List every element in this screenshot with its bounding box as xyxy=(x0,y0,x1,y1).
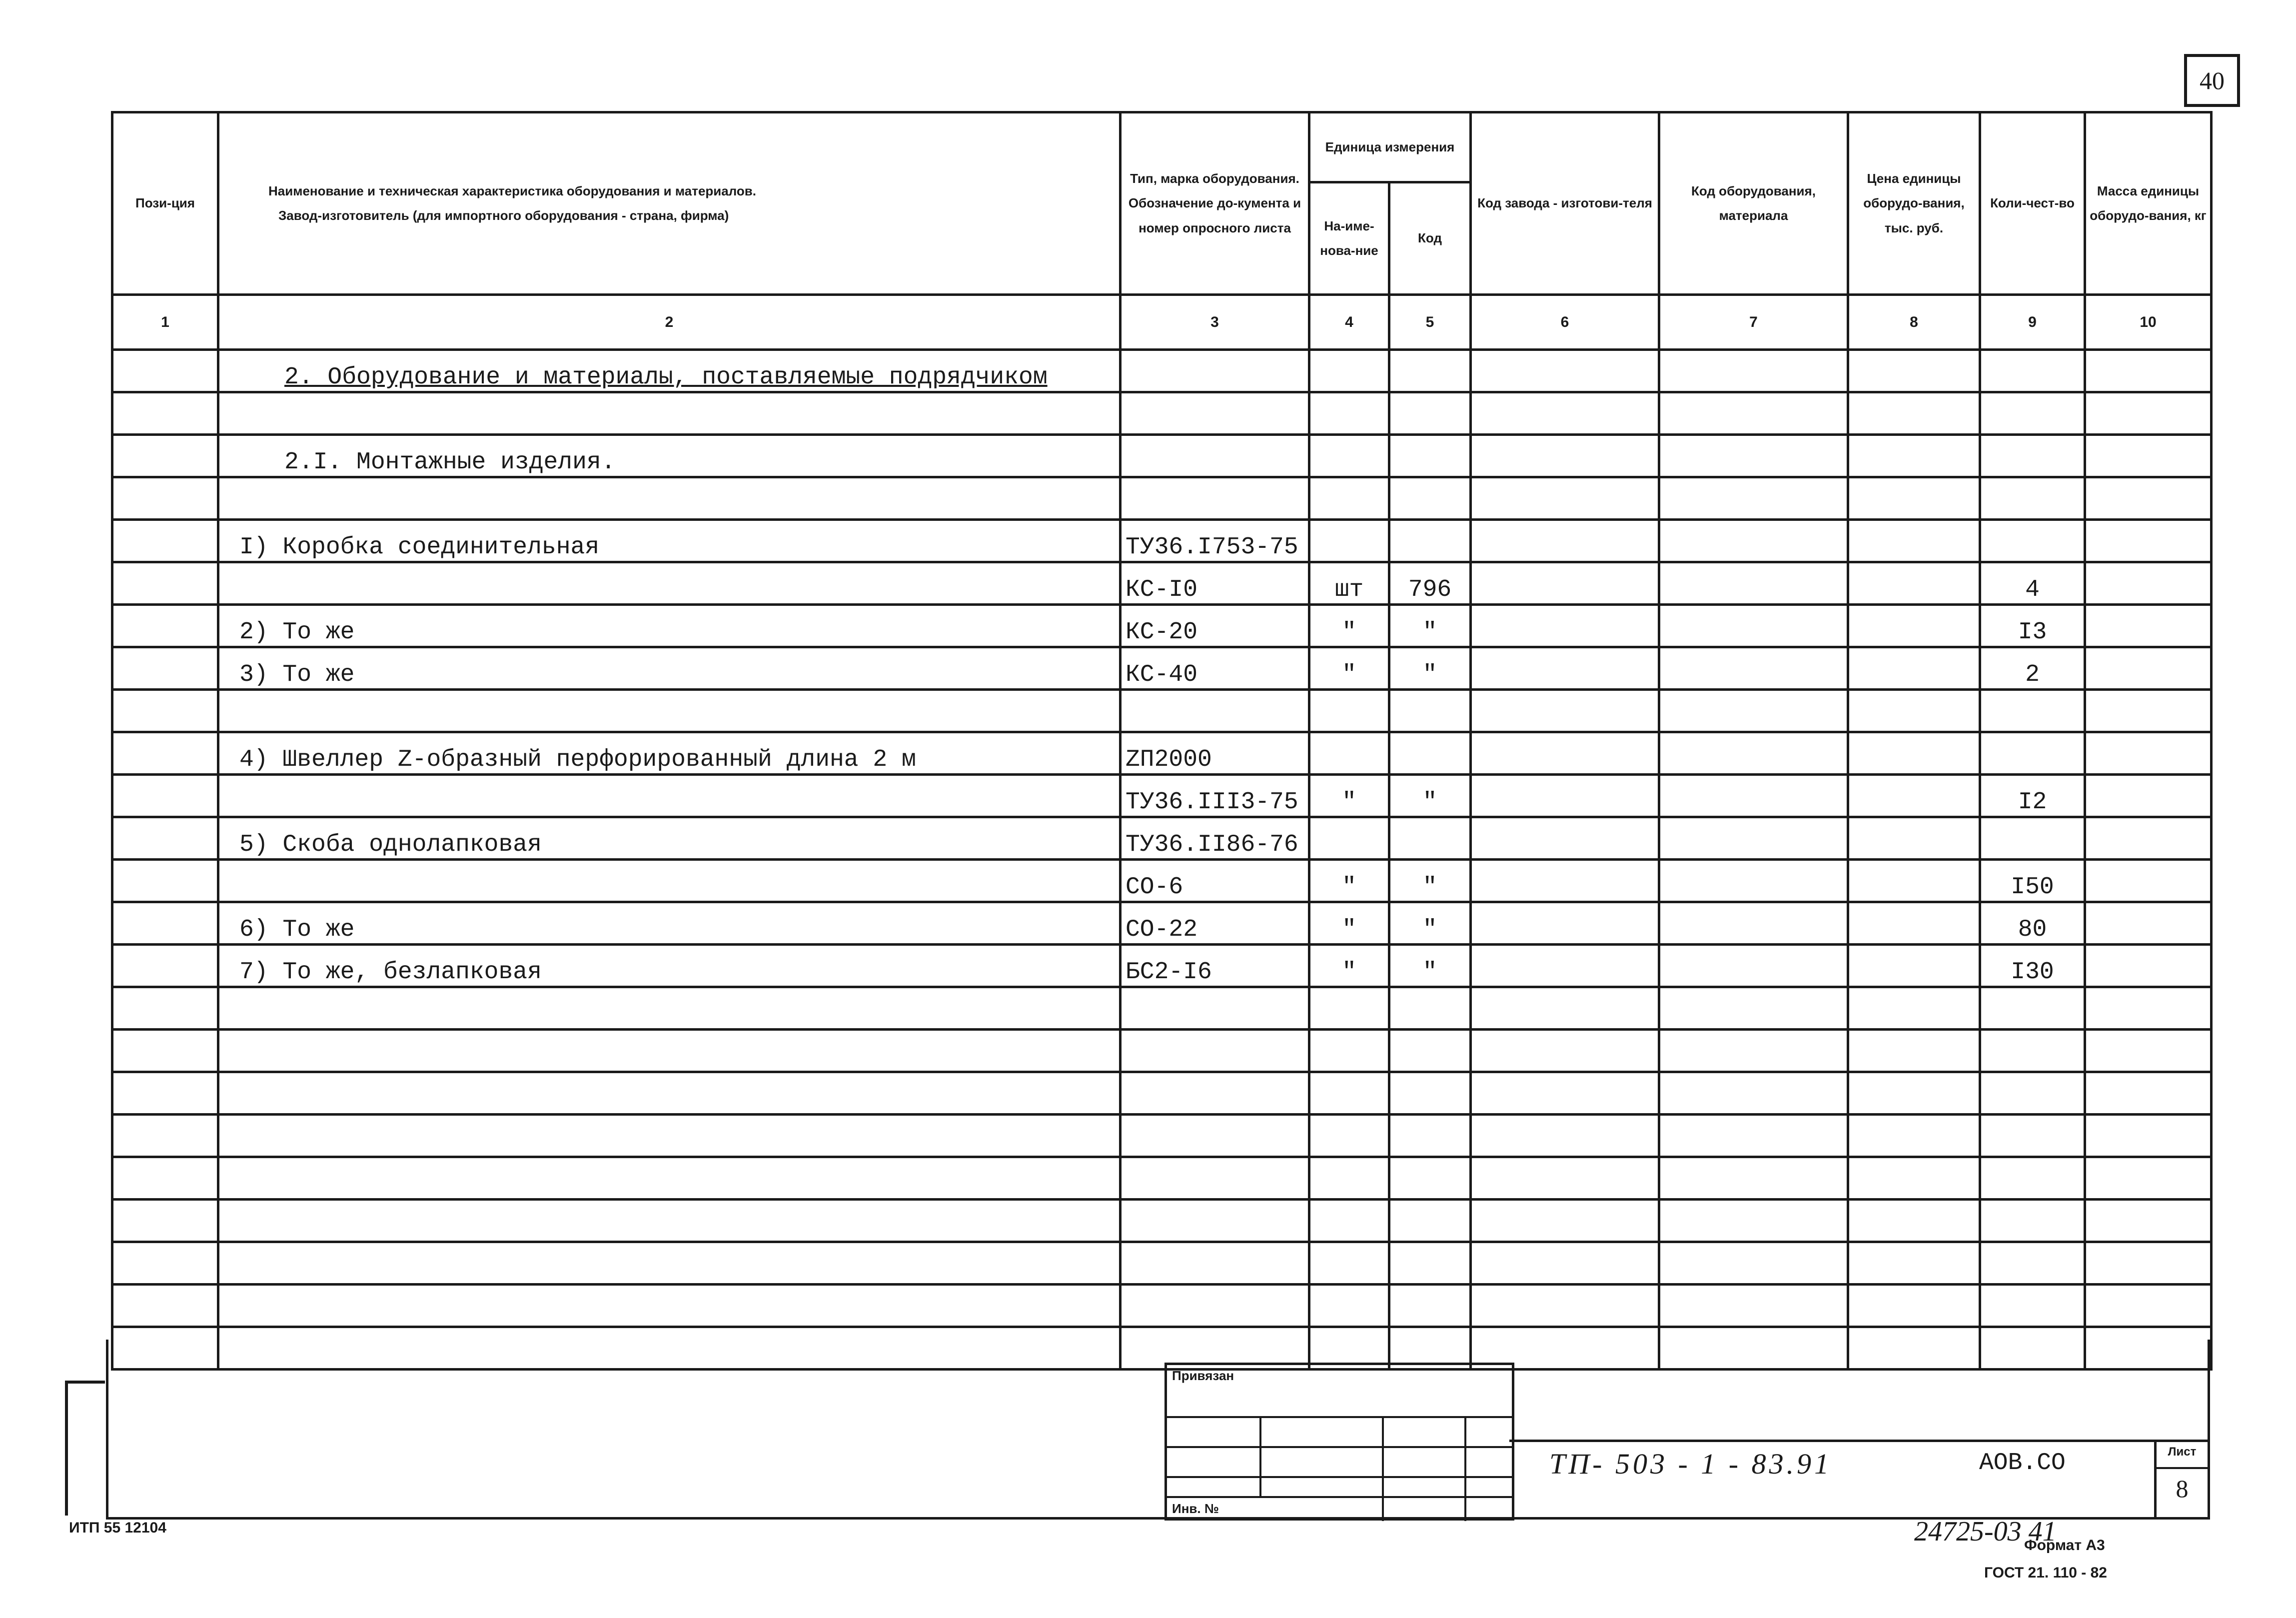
cell-quantity: I3 xyxy=(1980,605,2085,647)
cell-position xyxy=(112,732,218,775)
cell-type xyxy=(1121,350,1309,392)
table-row xyxy=(112,817,2212,860)
cell-type xyxy=(1121,1285,1309,1327)
cell-name xyxy=(218,1242,1121,1285)
format-label: Формат А3 xyxy=(2024,1537,2105,1554)
cell-price xyxy=(1848,477,1980,520)
cell-code xyxy=(1389,435,1471,477)
cell-unit xyxy=(1309,690,1389,732)
header-factory-code: Код завода - изготови-теля xyxy=(1471,112,1659,295)
cell-quantity xyxy=(1980,350,2085,392)
table-row xyxy=(112,860,2212,902)
cell-factory-code xyxy=(1471,732,1659,775)
cell-name xyxy=(218,1200,1121,1242)
cell-code xyxy=(1389,987,1471,1030)
cell-unit xyxy=(1309,520,1389,562)
table-row xyxy=(112,350,2212,392)
cell-position xyxy=(112,817,218,860)
cell-name: 6) То же xyxy=(218,902,1121,945)
cell-quantity xyxy=(1980,690,2085,732)
cell-price xyxy=(1848,520,1980,562)
cell-equipment-code xyxy=(1659,1242,1848,1285)
cell-price xyxy=(1848,435,1980,477)
cell-position xyxy=(112,350,218,392)
sheet-box xyxy=(2154,1440,2210,1520)
cell-equipment-code xyxy=(1659,350,1848,392)
cell-type: КС-40 xyxy=(1121,647,1309,690)
table-row xyxy=(112,690,2212,732)
cell-position xyxy=(112,987,218,1030)
cell-price xyxy=(1848,690,1980,732)
cell-code xyxy=(1389,1285,1471,1327)
bound-label: Привязан xyxy=(1172,1368,1234,1383)
cell-equipment-code xyxy=(1659,945,1848,987)
cell-position xyxy=(112,520,218,562)
cell-name xyxy=(218,477,1121,520)
table-row xyxy=(112,520,2212,562)
title-divider xyxy=(1509,1440,2154,1442)
cell-equipment-code xyxy=(1659,1285,1848,1327)
cell-unit xyxy=(1309,1285,1389,1327)
cell-factory-code xyxy=(1471,1030,1659,1072)
header-name-line1: Наименование и техническая характеристика оборудования и материалов. xyxy=(268,183,757,198)
cell-quantity xyxy=(1980,987,2085,1030)
cell-factory-code xyxy=(1471,945,1659,987)
cell-code xyxy=(1389,1115,1471,1157)
column-number: 9 xyxy=(1980,295,2085,350)
cell-code xyxy=(1389,1030,1471,1072)
cell-quantity xyxy=(1980,1115,2085,1157)
table-row xyxy=(112,1030,2212,1072)
cell-unit: " xyxy=(1309,647,1389,690)
table-row xyxy=(112,392,2212,435)
header-type: Тип, марка оборудования. Обозначение до-кумента и номер опросного листа xyxy=(1121,112,1309,295)
table-row xyxy=(112,987,2212,1030)
cell-quantity xyxy=(1980,1157,2085,1200)
cell-name: 5) Скоба однолапковая xyxy=(218,817,1121,860)
cell-price xyxy=(1848,605,1980,647)
cell-equipment-code xyxy=(1659,605,1848,647)
cell-price xyxy=(1848,350,1980,392)
cell-code xyxy=(1389,392,1471,435)
specification-table xyxy=(111,111,2213,1371)
cell-type xyxy=(1121,690,1309,732)
cell-equipment-code xyxy=(1659,435,1848,477)
cell-mass xyxy=(2085,1072,2212,1115)
cell-mass xyxy=(2085,1157,2212,1200)
cell-type xyxy=(1121,435,1309,477)
cell-name xyxy=(218,987,1121,1030)
cell-mass xyxy=(2085,817,2212,860)
table-row xyxy=(112,1115,2212,1157)
column-number: 4 xyxy=(1309,295,1389,350)
cell-factory-code xyxy=(1471,860,1659,902)
cell-unit xyxy=(1309,435,1389,477)
column-number: 2 xyxy=(218,295,1121,350)
cell-price xyxy=(1848,1157,1980,1200)
cell-type xyxy=(1121,1072,1309,1115)
cell-type: СО-22 xyxy=(1121,902,1309,945)
table-row xyxy=(112,477,2212,520)
cell-factory-code xyxy=(1471,435,1659,477)
cell-position xyxy=(112,860,218,902)
cell-equipment-code xyxy=(1659,392,1848,435)
cell-type: КС-I0 xyxy=(1121,562,1309,605)
cell-type: ТУ36.I753-75 xyxy=(1121,520,1309,562)
cell-price xyxy=(1848,1242,1980,1285)
cell-equipment-code xyxy=(1659,732,1848,775)
header-unit-code: Код xyxy=(1389,182,1471,295)
cell-factory-code xyxy=(1471,1242,1659,1285)
cell-position xyxy=(112,1285,218,1327)
cell-name xyxy=(218,775,1121,817)
table-row xyxy=(112,435,2212,477)
cell-type: ТУ36.III3-75 xyxy=(1121,775,1309,817)
cell-type: БС2-I6 xyxy=(1121,945,1309,987)
title-block xyxy=(106,1340,2210,1520)
cell-mass xyxy=(2085,1242,2212,1285)
cell-code: 796 xyxy=(1389,562,1471,605)
cell-name xyxy=(218,1115,1121,1157)
cell-quantity: 80 xyxy=(1980,902,2085,945)
header-name xyxy=(218,112,1121,295)
cell-unit xyxy=(1309,1157,1389,1200)
itp-label: ИТП 55 12104 xyxy=(69,1520,166,1536)
cell-code: " xyxy=(1389,945,1471,987)
cell-equipment-code xyxy=(1659,1072,1848,1115)
cell-equipment-code xyxy=(1659,1115,1848,1157)
cell-unit xyxy=(1309,1242,1389,1285)
cell-price xyxy=(1848,392,1980,435)
cell-quantity: 4 xyxy=(1980,562,2085,605)
cell-equipment-code xyxy=(1659,775,1848,817)
cell-code: " xyxy=(1389,860,1471,902)
cell-factory-code xyxy=(1471,392,1659,435)
cell-position xyxy=(112,945,218,987)
cell-unit: " xyxy=(1309,945,1389,987)
cell-quantity xyxy=(1980,817,2085,860)
cell-unit: " xyxy=(1309,605,1389,647)
cell-factory-code xyxy=(1471,775,1659,817)
header-name-line2: Завод-изготовитель (для импортного оборудования - страна, фирма) xyxy=(278,208,729,223)
cell-position xyxy=(112,1115,218,1157)
header-unit-name: На-име-нова-ние xyxy=(1309,182,1389,295)
cell-quantity xyxy=(1980,1200,2085,1242)
cell-factory-code xyxy=(1471,987,1659,1030)
cell-unit xyxy=(1309,817,1389,860)
cell-mass xyxy=(2085,477,2212,520)
cell-quantity xyxy=(1980,1072,2085,1115)
cell-quantity xyxy=(1980,392,2085,435)
cell-code xyxy=(1389,732,1471,775)
cell-factory-code xyxy=(1471,1115,1659,1157)
cell-equipment-code xyxy=(1659,690,1848,732)
cell-equipment-code xyxy=(1659,1030,1848,1072)
cell-code: " xyxy=(1389,902,1471,945)
cell-position xyxy=(112,1157,218,1200)
table-row xyxy=(112,562,2212,605)
column-number: 3 xyxy=(1121,295,1309,350)
cell-name: 3) То же xyxy=(218,647,1121,690)
cell-name xyxy=(218,1285,1121,1327)
cell-position xyxy=(112,775,218,817)
column-number: 8 xyxy=(1848,295,1980,350)
header-mass: Масса единицы оборудо-вания, кг xyxy=(2085,112,2212,295)
sheet-label: Лист xyxy=(2168,1445,2197,1459)
cell-factory-code xyxy=(1471,477,1659,520)
cell-type: ZП2000 xyxy=(1121,732,1309,775)
cell-factory-code xyxy=(1471,350,1659,392)
cell-equipment-code xyxy=(1659,520,1848,562)
cell-quantity xyxy=(1980,477,2085,520)
cell-code xyxy=(1389,1242,1471,1285)
cell-factory-code xyxy=(1471,1157,1659,1200)
cell-code: " xyxy=(1389,647,1471,690)
cell-equipment-code xyxy=(1659,647,1848,690)
column-number: 7 xyxy=(1659,295,1848,350)
cell-name: 7) То же, безлапковая xyxy=(218,945,1121,987)
cell-mass xyxy=(2085,605,2212,647)
cell-unit: шт xyxy=(1309,562,1389,605)
cell-factory-code xyxy=(1471,1072,1659,1115)
table-row xyxy=(112,732,2212,775)
cell-code xyxy=(1389,817,1471,860)
column-number: 1 xyxy=(112,295,218,350)
cell-type: ТУ36.II86-76 xyxy=(1121,817,1309,860)
cell-factory-code xyxy=(1471,902,1659,945)
cell-unit: " xyxy=(1309,902,1389,945)
cell-price xyxy=(1848,902,1980,945)
cell-unit xyxy=(1309,392,1389,435)
cell-name xyxy=(218,1157,1121,1200)
cell-position xyxy=(112,1072,218,1115)
cell-unit xyxy=(1309,1072,1389,1115)
header-position: Пози-ция xyxy=(112,112,218,295)
cell-position xyxy=(112,562,218,605)
cell-factory-code xyxy=(1471,1285,1659,1327)
cell-quantity xyxy=(1980,435,2085,477)
cell-position xyxy=(112,1242,218,1285)
inv-label: Инв. № xyxy=(1172,1501,1219,1516)
cell-unit xyxy=(1309,1200,1389,1242)
cell-quantity xyxy=(1980,1285,2085,1327)
cell-quantity xyxy=(1980,520,2085,562)
cell-position xyxy=(112,1200,218,1242)
cell-name xyxy=(218,392,1121,435)
cell-factory-code xyxy=(1471,1200,1659,1242)
header-quantity: Коли-чест-во xyxy=(1980,112,2085,295)
table-row xyxy=(112,775,2212,817)
column-number: 6 xyxy=(1471,295,1659,350)
cell-price xyxy=(1848,1072,1980,1115)
cell-equipment-code xyxy=(1659,902,1848,945)
cell-equipment-code xyxy=(1659,477,1848,520)
cell-factory-code xyxy=(1471,690,1659,732)
cell-type xyxy=(1121,1242,1309,1285)
cell-code: " xyxy=(1389,775,1471,817)
cell-factory-code xyxy=(1471,520,1659,562)
cell-mass xyxy=(2085,775,2212,817)
cell-code xyxy=(1389,350,1471,392)
cell-mass xyxy=(2085,392,2212,435)
cell-factory-code xyxy=(1471,647,1659,690)
cell-mass xyxy=(2085,1030,2212,1072)
cell-name xyxy=(218,562,1121,605)
cell-quantity xyxy=(1980,1030,2085,1072)
cell-position xyxy=(112,690,218,732)
cell-name xyxy=(218,1030,1121,1072)
cell-name: 2. Оборудование и материалы, поставляемые подрядчиком xyxy=(218,350,1121,392)
cell-price xyxy=(1848,647,1980,690)
cell-unit: " xyxy=(1309,775,1389,817)
cell-price xyxy=(1848,1285,1980,1327)
cell-mass xyxy=(2085,987,2212,1030)
cell-name: 2) То же xyxy=(218,605,1121,647)
cell-code xyxy=(1389,520,1471,562)
cell-mass xyxy=(2085,860,2212,902)
cell-unit: " xyxy=(1309,860,1389,902)
cell-equipment-code xyxy=(1659,562,1848,605)
cell-code xyxy=(1389,690,1471,732)
cell-position xyxy=(112,477,218,520)
table-row xyxy=(112,1200,2212,1242)
table-row xyxy=(112,902,2212,945)
column-number: 10 xyxy=(2085,295,2212,350)
cell-price xyxy=(1848,860,1980,902)
cell-type xyxy=(1121,477,1309,520)
table-row xyxy=(112,1072,2212,1115)
cell-price xyxy=(1848,1030,1980,1072)
cell-type xyxy=(1121,1157,1309,1200)
column-number: 5 xyxy=(1389,295,1471,350)
binding-stamp xyxy=(1164,1363,1514,1521)
cell-price xyxy=(1848,987,1980,1030)
table-row xyxy=(112,605,2212,647)
cell-quantity xyxy=(1980,1242,2085,1285)
cell-unit xyxy=(1309,732,1389,775)
cell-price xyxy=(1848,775,1980,817)
cell-type: СО-6 xyxy=(1121,860,1309,902)
cell-price xyxy=(1848,732,1980,775)
cell-quantity: I50 xyxy=(1980,860,2085,902)
cell-equipment-code xyxy=(1659,987,1848,1030)
cell-type: КС-20 xyxy=(1121,605,1309,647)
cell-mass xyxy=(2085,732,2212,775)
cell-position xyxy=(112,605,218,647)
cell-unit xyxy=(1309,477,1389,520)
table-row xyxy=(112,1157,2212,1200)
cell-unit xyxy=(1309,1030,1389,1072)
table-row xyxy=(112,1285,2212,1327)
cell-name xyxy=(218,1072,1121,1115)
cell-quantity: I30 xyxy=(1980,945,2085,987)
cell-price xyxy=(1848,562,1980,605)
cell-factory-code xyxy=(1471,562,1659,605)
header-unit: Единица измерения xyxy=(1309,112,1471,182)
table-row xyxy=(112,647,2212,690)
cell-position xyxy=(112,647,218,690)
cell-equipment-code xyxy=(1659,817,1848,860)
cell-mass xyxy=(2085,945,2212,987)
cell-position xyxy=(112,392,218,435)
cell-type xyxy=(1121,1030,1309,1072)
cell-code: " xyxy=(1389,605,1471,647)
cell-price xyxy=(1848,945,1980,987)
cell-price xyxy=(1848,1200,1980,1242)
cell-mass xyxy=(2085,647,2212,690)
header-price: Цена единицы оборудо-вания, тыс. руб. xyxy=(1848,112,1980,295)
cell-mass xyxy=(2085,1200,2212,1242)
cell-name xyxy=(218,860,1121,902)
cell-position xyxy=(112,435,218,477)
cell-unit xyxy=(1309,987,1389,1030)
cell-quantity xyxy=(1980,732,2085,775)
cell-price xyxy=(1848,1115,1980,1157)
cell-code xyxy=(1389,1072,1471,1115)
cell-name: 4) Швеллер Z-образный перфорированный длина 2 м xyxy=(218,732,1121,775)
cell-code xyxy=(1389,1200,1471,1242)
cell-equipment-code xyxy=(1659,860,1848,902)
table-row xyxy=(112,1242,2212,1285)
cell-type xyxy=(1121,987,1309,1030)
cell-price xyxy=(1848,817,1980,860)
cell-quantity: I2 xyxy=(1980,775,2085,817)
cell-name xyxy=(218,690,1121,732)
table-row xyxy=(112,945,2212,987)
document-mark: АОВ.СО xyxy=(1979,1450,2066,1477)
cell-equipment-code xyxy=(1659,1157,1848,1200)
cell-type xyxy=(1121,1115,1309,1157)
binding-margin xyxy=(65,1381,105,1516)
cell-type xyxy=(1121,1200,1309,1242)
cell-mass xyxy=(2085,1285,2212,1327)
cell-type xyxy=(1121,392,1309,435)
cell-mass xyxy=(2085,435,2212,477)
cell-factory-code xyxy=(1471,605,1659,647)
cell-mass xyxy=(2085,1115,2212,1157)
cell-equipment-code xyxy=(1659,1200,1848,1242)
cell-mass xyxy=(2085,902,2212,945)
cell-quantity: 2 xyxy=(1980,647,2085,690)
header-equipment-code: Код оборудования, материала xyxy=(1659,112,1848,295)
sheet-number: 8 xyxy=(2176,1475,2189,1503)
page-number: 40 xyxy=(2184,54,2240,107)
cell-mass xyxy=(2085,350,2212,392)
cell-mass xyxy=(2085,520,2212,562)
cell-code xyxy=(1389,477,1471,520)
cell-code xyxy=(1389,1157,1471,1200)
cell-mass xyxy=(2085,690,2212,732)
cell-position xyxy=(112,1030,218,1072)
cell-factory-code xyxy=(1471,817,1659,860)
gost-label: ГОСТ 21. 110 - 82 xyxy=(1984,1565,2107,1581)
cell-unit xyxy=(1309,350,1389,392)
cell-position xyxy=(112,902,218,945)
inventory-number: 24725-03 41 xyxy=(1914,1516,2057,1547)
cell-unit xyxy=(1309,1115,1389,1157)
cell-name: 2.I. Монтажные изделия. xyxy=(218,435,1121,477)
cell-mass xyxy=(2085,562,2212,605)
cell-name: I) Коробка соединительная xyxy=(218,520,1121,562)
document-code: ТП- 503 - 1 - 83.91 xyxy=(1549,1448,1832,1480)
